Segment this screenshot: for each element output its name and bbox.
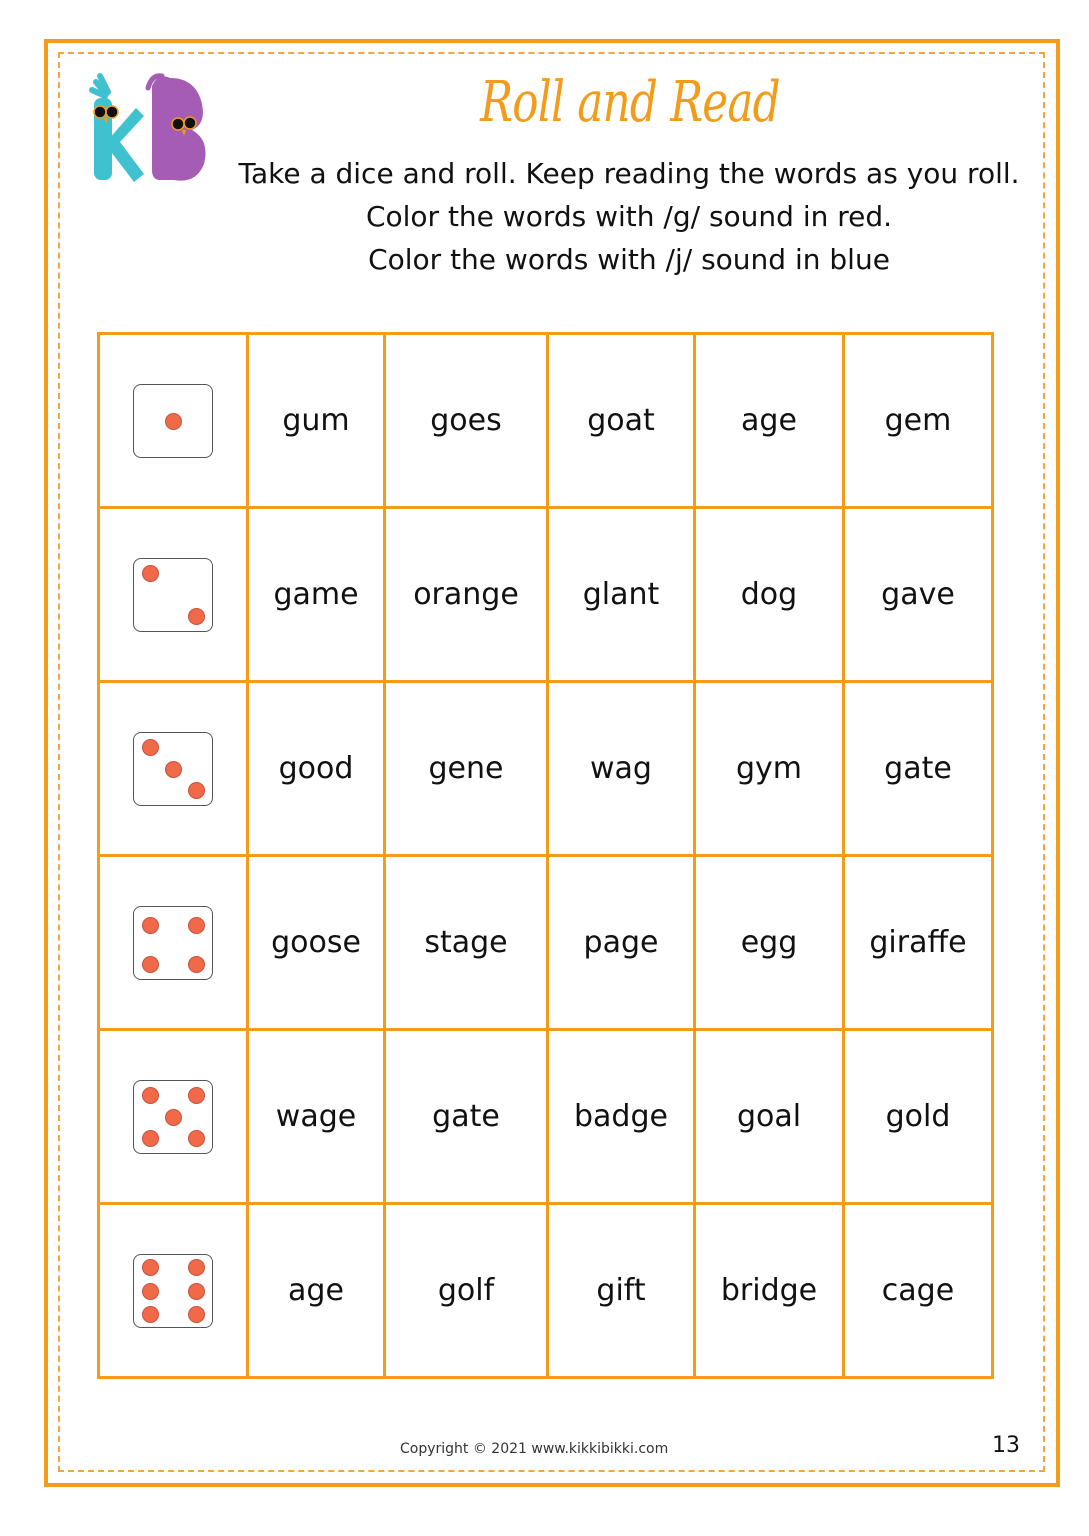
instruction-line-3: Color the words with /j/ sound in blue — [368, 243, 890, 276]
word-cell[interactable]: wage — [248, 1030, 385, 1204]
die-cell — [99, 334, 248, 508]
word-cell[interactable]: goal — [695, 1030, 844, 1204]
die-pip-icon — [142, 956, 159, 973]
word-cell[interactable]: badge — [548, 1030, 695, 1204]
word-cell[interactable]: game — [248, 508, 385, 682]
grid-row — [99, 508, 993, 682]
die-cell — [99, 682, 248, 856]
die-face-1-icon — [133, 384, 213, 458]
word-cell[interactable]: gym — [695, 682, 844, 856]
page-title: Roll and Read — [480, 70, 780, 135]
word-cell[interactable]: gold — [844, 1030, 993, 1204]
die-pip-icon — [165, 413, 182, 430]
word-cell[interactable]: page — [548, 856, 695, 1030]
page-number: 13 — [992, 1433, 1020, 1458]
word-cell[interactable]: age — [695, 334, 844, 508]
word-cell[interactable]: bridge — [695, 1204, 844, 1378]
word-cell[interactable]: gave — [844, 508, 993, 682]
die-face-6-icon — [133, 1254, 213, 1328]
die-pip-icon — [188, 1259, 205, 1276]
grid-row — [99, 856, 993, 1030]
word-cell[interactable]: goose — [248, 856, 385, 1030]
word-cell[interactable]: gem — [844, 334, 993, 508]
die-pip-icon — [165, 1109, 182, 1126]
instruction-line-1: Take a dice and roll. Keep reading the words as you roll. — [238, 157, 1020, 190]
grid-row — [99, 1204, 993, 1378]
word-cell[interactable]: age — [248, 1204, 385, 1378]
word-cell[interactable]: gate — [844, 682, 993, 856]
word-cell[interactable]: goes — [385, 334, 548, 508]
die-pip-icon — [142, 1130, 159, 1147]
die-pip-icon — [188, 917, 205, 934]
die-pip-icon — [165, 761, 182, 778]
word-cell[interactable]: gift — [548, 1204, 695, 1378]
die-cell — [99, 856, 248, 1030]
word-cell[interactable]: gum — [248, 334, 385, 508]
die-pip-icon — [188, 608, 205, 625]
die-cell — [99, 508, 248, 682]
instruction-line-2: Color the words with /g/ sound in red. — [365, 200, 893, 233]
die-pip-icon — [142, 1306, 159, 1323]
die-pip-icon — [188, 1306, 205, 1323]
die-face-2-icon — [133, 558, 213, 632]
word-cell[interactable]: golf — [385, 1204, 548, 1378]
die-pip-icon — [142, 917, 159, 934]
word-cell[interactable]: wag — [548, 682, 695, 856]
die-pip-icon — [142, 565, 159, 582]
die-pip-icon — [142, 739, 159, 756]
word-cell[interactable]: stage — [385, 856, 548, 1030]
word-cell[interactable]: dog — [695, 508, 844, 682]
die-pip-icon — [188, 1087, 205, 1104]
word-cell[interactable]: goat — [548, 334, 695, 508]
die-pip-icon — [188, 1130, 205, 1147]
die-pip-icon — [188, 956, 205, 973]
die-face-5-icon — [133, 1080, 213, 1154]
word-cell[interactable]: gene — [385, 682, 548, 856]
word-cell[interactable]: cage — [844, 1204, 993, 1378]
die-pip-icon — [142, 1259, 159, 1276]
word-cell[interactable]: giraffe — [844, 856, 993, 1030]
die-pip-icon — [142, 1087, 159, 1104]
roll-and-read-grid — [97, 332, 994, 1379]
copyright-text: Copyright © 2021 www.kikkibikki.com — [400, 1441, 669, 1457]
die-pip-icon — [188, 1283, 205, 1300]
word-cell[interactable]: good — [248, 682, 385, 856]
word-cell[interactable]: egg — [695, 856, 844, 1030]
die-pip-icon — [188, 782, 205, 799]
die-face-3-icon — [133, 732, 213, 806]
grid-row — [99, 1030, 993, 1204]
die-cell — [99, 1204, 248, 1378]
grid-row — [99, 334, 993, 508]
kikkibikki-logo — [78, 68, 218, 188]
die-cell — [99, 1030, 248, 1204]
word-cell[interactable]: glant — [548, 508, 695, 682]
grid-row — [99, 682, 993, 856]
die-face-4-icon — [133, 906, 213, 980]
word-cell[interactable]: gate — [385, 1030, 548, 1204]
die-pip-icon — [142, 1283, 159, 1300]
word-cell[interactable]: orange — [385, 508, 548, 682]
